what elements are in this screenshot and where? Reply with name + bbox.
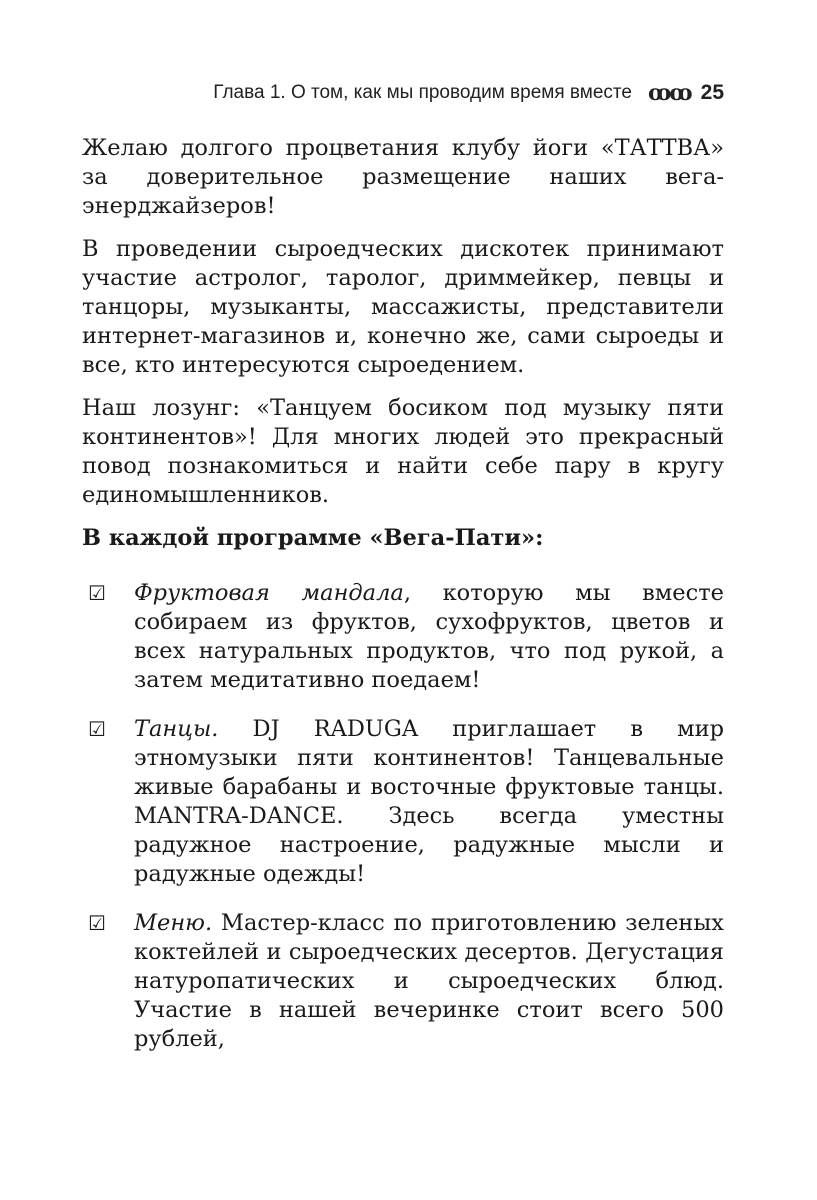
checklist-item-body — [134, 579, 724, 695]
checkbox-checked-icon: ☑ — [88, 581, 106, 605]
item-title: Танцы. — [134, 716, 219, 742]
paragraph-2: В проведении сыроедческих дискотек принимают участие астролог, таролог, дриммейкер, певцы и танцоры, музыканты, массажисты, представители интернет-магазинов и, конечно же, сами сыроеды и все, кто интересуются сыроедением. — [82, 236, 724, 378]
checklist-item-dance — [82, 715, 724, 889]
checklist-item-menu — [82, 909, 724, 1054]
ornament-icon: ꝏꝏ — [647, 80, 691, 106]
chapter-title: Глава 1. О том, как мы проводим время вместе — [213, 82, 632, 103]
book-page — [82, 78, 724, 1074]
checklist-item-body — [134, 909, 724, 1054]
page-number: 25 — [700, 81, 724, 104]
body-text — [82, 134, 724, 1054]
item-title: Фруктовая мандала — [134, 580, 404, 606]
paragraph-1: Желаю долгого процветания клубу йоги «ТАТТВА» за доверительное размещение наших вега-энерджайзеров! — [82, 135, 724, 219]
item-text: Мастер-класс по приготовлению зеленых коктейлей и сыроедческих десертов. Дегустация натуропатических и сыроедческих блюд. Участие в нашей вечеринке стоит всего 500 рублей, — [134, 910, 724, 1052]
item-text: DJ RADUGA приглашает в мир этномузыки пяти континентов! Танцевальные живые барабаны и восточные фруктовые танцы. MANTRA-DANCE. Здесь всегда уместны радужное настроение, радужные мысли и радужные одежды! — [134, 716, 724, 887]
running-header — [82, 78, 724, 108]
item-text: , которую мы вместе собираем из фруктов, сухофруктов, цветов и всех натуральных продуктов, что под рукой, а затем медитативно поедаем! — [134, 580, 724, 693]
checklist-item-mandala — [82, 579, 724, 695]
checkbox-checked-icon: ☑ — [88, 717, 106, 741]
paragraph-3: Наш лозунг: «Танцуем босиком под музыку пяти континентов»! Для многих людей это прекрасный повод познакомиться и найти себе пару в кругу единомышленников. — [82, 395, 724, 508]
checkbox-checked-icon: ☑ — [88, 911, 106, 935]
item-title: Меню. — [134, 910, 213, 936]
checklist-item-body — [134, 715, 724, 889]
program-checklist — [82, 579, 724, 1054]
section-heading: В каждой программе «Вега-Пати»: — [82, 525, 544, 551]
